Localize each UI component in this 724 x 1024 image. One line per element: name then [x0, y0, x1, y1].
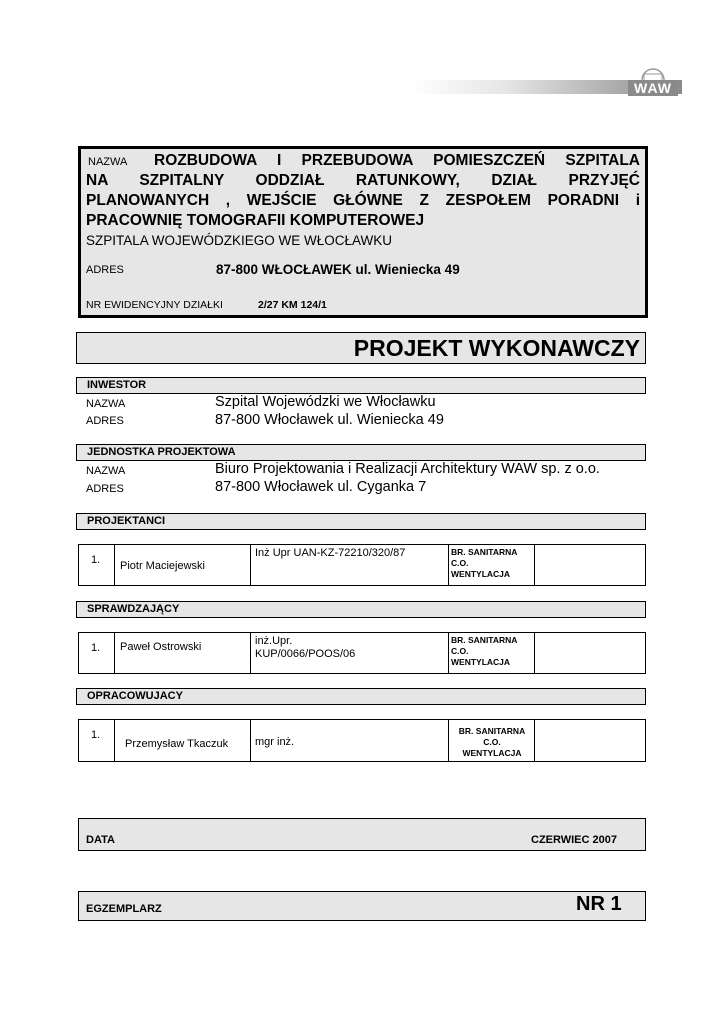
branch-line-2: C.O. [451, 558, 469, 568]
authors-table [78, 719, 646, 762]
person-license-line-1: inż.Upr. [255, 635, 293, 647]
checkers-table [78, 632, 646, 674]
title-line-3: PLANOWANYCH , WEJŚCIE GŁÓWNE Z ZESPOŁEM PORADNI i [86, 192, 640, 209]
branch-line-2: C.O. [483, 737, 501, 747]
copy-number: NR 1 [576, 893, 622, 915]
row-number: 1. [91, 642, 101, 654]
design-unit-address: 87-800 Włocławek ul. Cyganka 7 [215, 479, 427, 495]
branch-line-1: BR. SANITARNA [451, 635, 518, 645]
hospital-name: SZPITALA WOJEWÓDZKIEGO WE WŁOCŁAWKU [86, 233, 393, 248]
branch-line-2: C.O. [451, 646, 469, 656]
title-name-label: NAZWA [88, 156, 128, 168]
design-unit-address-label: ADRES [86, 483, 124, 495]
copy-label: EGZEMPLARZ [86, 903, 162, 915]
investor-header: INWESTOR [76, 377, 646, 394]
title-line-1: ROZBUDOWA I PRZEBUDOWA POMIESZCZEŃ SZPITALA [154, 152, 640, 169]
branch-line-1: BR. SANITARNA [458, 726, 526, 736]
person-name: Przemysław Tkaczuk [125, 738, 229, 750]
date-value: CZERWIEC 2007 [531, 834, 617, 846]
title-line-4: PRACOWNIĘ TOMOGRAFII KOMPUTEROWEJ [86, 212, 425, 229]
title-line-2: NA SZPITALNY ODDZIAŁ RATUNKOWY, DZIAŁ PRZYJĘĆ [86, 172, 640, 189]
row-number: 1. [91, 554, 101, 566]
designers-header: PROJEKTANCI [76, 513, 646, 530]
project-title: PROJEKT WYKONAWCZY [353, 335, 640, 361]
address-value: 87-800 WŁOCŁAWEK ul. Wieniecka 49 [216, 262, 460, 277]
logo-text: WAW [634, 80, 672, 96]
date-label: DATA [86, 834, 115, 846]
parcel-label: NR EWIDENCYJNY DZIAŁKI [86, 299, 223, 311]
parcel-value: 2/27 KM 124/1 [258, 299, 327, 311]
investor-address: 87-800 Włocławek ul. Wieniecka 49 [215, 412, 444, 428]
authors-header: OPRACOWUJACY [76, 688, 646, 705]
investor-address-label: ADRES [86, 415, 124, 427]
copy-box [78, 891, 646, 921]
person-license: Inż Upr UAN-KZ-72210/320/87 [255, 547, 406, 559]
branch-line-3: WENTYLACJA [451, 657, 511, 667]
person-name: Paweł Ostrowski [120, 641, 202, 653]
investor-name-label: NAZWA [86, 398, 126, 410]
designers-table [78, 544, 646, 586]
investor-name: Szpital Wojewódzki we Włocławku [215, 394, 436, 410]
person-title: mgr inż. [255, 736, 295, 748]
branch-line-3: WENTYLACJA [451, 569, 511, 579]
person-license-line-2: KUP/0066/POOS/06 [255, 648, 356, 660]
person-name: Piotr Maciejewski [120, 560, 205, 572]
address-label: ADRES [86, 264, 124, 276]
design-unit-name: Biuro Projektowania i Realizacji Architektury WAW sp. z o.o. [215, 461, 600, 477]
branch-line-1: BR. SANITARNA [451, 547, 518, 557]
row-number: 1. [91, 729, 101, 741]
checkers-header: SPRAWDZAJĄCY [76, 601, 646, 618]
branch-line-3: WENTYLACJA [462, 748, 522, 758]
design-unit-header: JEDNOSTKA PROJEKTOWA [76, 444, 646, 461]
design-unit-name-label: NAZWA [86, 465, 126, 477]
